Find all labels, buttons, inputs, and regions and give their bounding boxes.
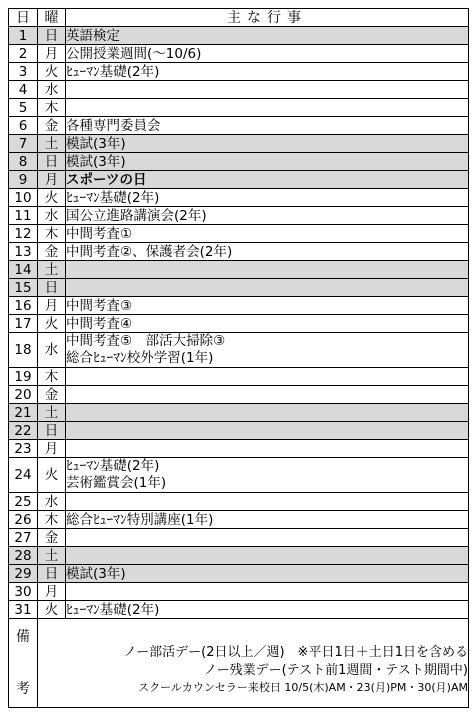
weekday: 水 [38,207,66,225]
table-row [9,189,469,207]
event-cell [66,99,469,117]
weekday: 木 [38,368,66,386]
table-row [9,117,469,135]
no-club-day-note: ノー部活デー(2日以上／週) ※平日1日＋土日1日を含める [123,645,468,660]
weekday: 日 [38,279,66,297]
event-text: 中間考査③ [66,297,133,314]
day-number: 26 [9,511,38,529]
event-cell [66,511,469,529]
weekday: 火 [38,189,66,207]
counselor-visit-note: スクールカウンセラー来校日 10/5(木)AM・23(月)PM・30(月)AM [138,681,468,694]
day-number: 29 [9,565,38,583]
weekday: 木 [38,225,66,243]
table-row [9,511,469,529]
day-number: 1 [9,27,38,45]
weekday: 土 [38,261,66,279]
event-cell [66,458,469,493]
table-row [9,279,469,297]
day-number: 15 [9,279,38,297]
event-cell [66,207,469,225]
weekday: 土 [38,404,66,422]
weekday: 火 [38,315,66,333]
event-text: 英語検定 [66,27,120,44]
weekday: 水 [38,81,66,99]
event-cell [66,315,469,333]
table-row [9,315,469,333]
event-cell [66,27,469,45]
day-number: 24 [9,458,38,493]
notes-label-top: 備 [16,629,30,645]
notes-row [9,619,469,708]
day-number: 20 [9,386,38,404]
event-text: 中間考査④ [66,315,133,332]
table-row [9,440,469,458]
day-number: 30 [9,583,38,601]
event-text: 中間考査②、保護者会(2年) [66,243,233,260]
event-cell [66,297,469,315]
day-number: 12 [9,225,38,243]
day-number: 25 [9,493,38,511]
weekday: 木 [38,99,66,117]
event-cell [66,243,469,261]
table-row [9,153,469,171]
event-cell [66,386,469,404]
event-text: 模試(3年) [66,135,126,152]
event-cell [66,565,469,583]
weekday: 日 [38,153,66,171]
event-text: ﾋｭｰﾏﾝ基礎(2年) [66,63,160,80]
table-row [9,386,469,404]
event-cell [66,404,469,422]
table-row [9,27,469,45]
event-text: 中間考査⑤ 部活大掃除③ [66,333,226,349]
event-text: 公開授業週間(～10/6) [66,45,202,62]
day-number: 14 [9,261,38,279]
weekday: 金 [38,386,66,404]
day-number: 3 [9,63,38,81]
event-text: 模試(3年) [66,565,126,582]
weekday: 水 [38,493,66,511]
day-number: 13 [9,243,38,261]
event-cell [66,261,469,279]
table-row [9,333,469,368]
event-text: 芸術鑑賞会(1年) [66,475,167,491]
table-row [9,493,469,511]
event-cell [66,189,469,207]
day-number: 6 [9,117,38,135]
notes-label-bottom: 考 [16,681,30,697]
table-row [9,368,469,386]
day-number: 7 [9,135,38,153]
weekday: 木 [38,511,66,529]
table-row [9,99,469,117]
event-cell [66,547,469,565]
weekday: 月 [38,297,66,315]
day-number: 31 [9,601,38,619]
events-column-header: 主な行事 [66,9,469,27]
day-number: 22 [9,422,38,440]
day-number: 2 [9,45,38,63]
day-number: 4 [9,81,38,99]
schedule-rows [9,27,469,619]
event-text: 総合ﾋｭｰﾏﾝ特別講座(1年) [66,511,214,528]
table-row [9,297,469,315]
event-text: ﾋｭｰﾏﾝ基礎(2年) [66,189,160,206]
table-row [9,583,469,601]
notes-label [9,619,38,708]
event-cell [66,153,469,171]
table-row [9,565,469,583]
day-number: 9 [9,171,38,189]
event-text: スポーツの日 [66,171,147,188]
table-row [9,135,469,153]
day-number: 10 [9,189,38,207]
day-number: 21 [9,404,38,422]
event-cell [66,440,469,458]
table-row [9,261,469,279]
day-number: 8 [9,153,38,171]
day-number: 18 [9,333,38,368]
weekday: 火 [38,63,66,81]
table-row [9,458,469,493]
event-cell [66,493,469,511]
day-number: 5 [9,99,38,117]
event-cell [66,601,469,619]
event-cell [66,279,469,297]
day-number: 19 [9,368,38,386]
table-row [9,529,469,547]
event-text: 国公立進路講演会(2年) [66,207,207,224]
table-row [9,171,469,189]
table-row [9,243,469,261]
table-row [9,404,469,422]
event-cell [66,171,469,189]
event-cell [66,583,469,601]
event-cell [66,81,469,99]
weekday: 月 [38,583,66,601]
day-number: 23 [9,440,38,458]
day-number: 16 [9,297,38,315]
weekday: 金 [38,117,66,135]
event-text: 模試(3年) [66,153,126,170]
event-text: 総合ﾋｭｰﾏﾝ校外学習(1年) [66,350,214,366]
table-row [9,81,469,99]
day-number: 27 [9,529,38,547]
day-number: 17 [9,315,38,333]
weekday: 日 [38,422,66,440]
table-row [9,547,469,565]
weekday: 金 [38,243,66,261]
weekday: 月 [38,440,66,458]
table-row [9,207,469,225]
weekday: 月 [38,45,66,63]
weekday: 日 [38,565,66,583]
notes-body [38,619,469,708]
event-text: ﾋｭｰﾏﾝ基礎(2年) [66,601,160,618]
weekday-column-header: 曜 [38,9,66,27]
event-text: 各種専門委員会 [66,117,161,134]
monthly-schedule-table [8,8,469,708]
event-cell [66,529,469,547]
event-cell [66,117,469,135]
event-cell [66,45,469,63]
weekday: 水 [38,333,66,368]
table-row [9,422,469,440]
event-text: ﾋｭｰﾏﾝ基礎(2年) [66,458,160,474]
table-row [9,601,469,619]
table-row [9,63,469,81]
weekday: 日 [38,27,66,45]
event-cell [66,422,469,440]
no-overtime-day-note: ノー残業デー(テスト前1週間・テスト期間中) [204,663,468,678]
weekday: 土 [38,135,66,153]
weekday: 土 [38,547,66,565]
table-header [9,9,469,27]
table-row [9,45,469,63]
event-cell [66,225,469,243]
day-number: 11 [9,207,38,225]
event-cell [66,333,469,368]
day-number: 28 [9,547,38,565]
event-cell [66,63,469,81]
day-column-header: 日 [9,9,38,27]
weekday: 金 [38,529,66,547]
weekday: 月 [38,171,66,189]
weekday: 火 [38,601,66,619]
weekday: 火 [38,458,66,493]
table-row [9,225,469,243]
event-cell [66,368,469,386]
event-cell [66,135,469,153]
event-text: 中間考査① [66,225,133,242]
